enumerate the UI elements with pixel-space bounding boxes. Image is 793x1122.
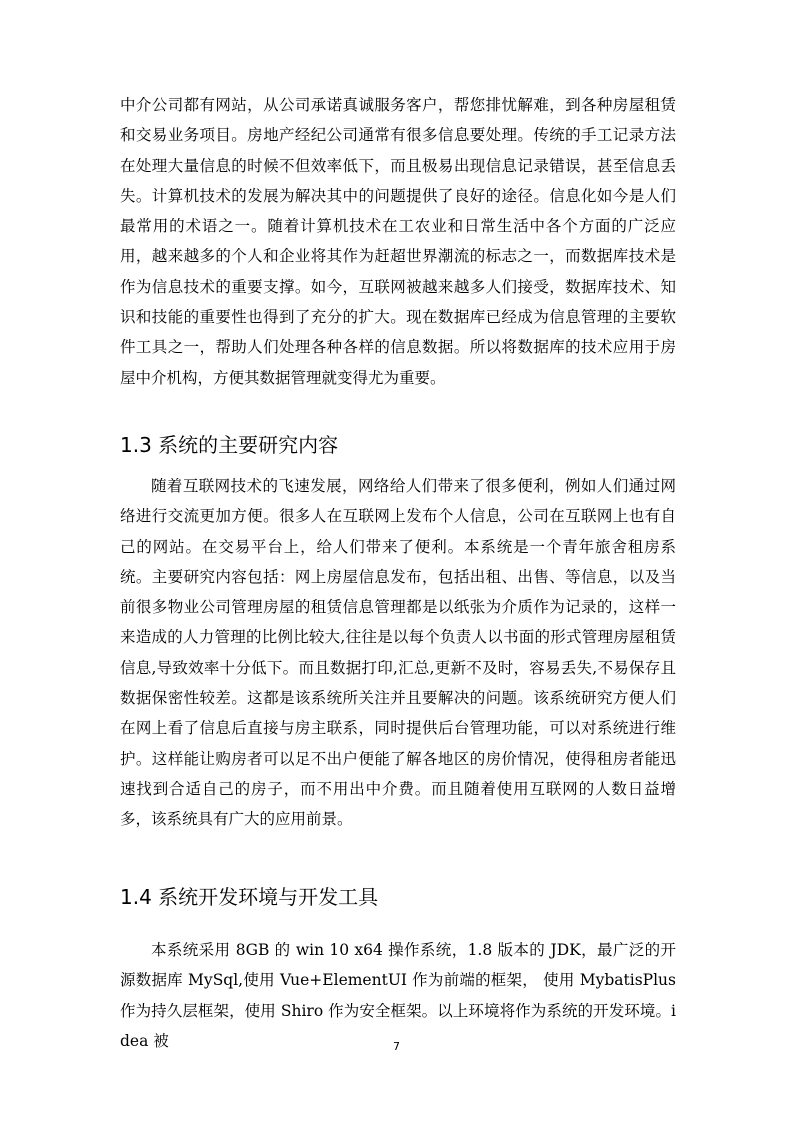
section-heading-1-3: 1.3 系统的主要研究内容	[120, 433, 339, 457]
body-paragraph-intro: 中介公司都有网站，从公司承诺真诚服务客户，帮您排忧解难，到各种房屋租赁和交易业务项目。房地产经纪公司通常有很多信息要处理。传统的手工记录方法在处理大量信息的时候不但效率低下，而且极易出现信息记录错误，甚至信息丢失。计算机技术的发展为解决其中的问题提供了良好的途径。信息化如今是人们最常用的术语之一。随着计算机技术在工农业和日常生活中各个方面的广泛应用，越来越多的个人和企业将其作为赶超世界潮流的标志之一，而数据库技术是作为信息技术的重要支撑。如今，互联网被越来越多人们接受，数据库技术、知识和技能的重要性也得到了充分的扩大。现在数据库已经成为信息管理的主要软件工具之一，帮助人们处理各种各样的信息数据。所以将数据库的技术应用于房屋中介机构，方便其数据管理就变得尤为重要。	[120, 96, 676, 387]
page-number: 7	[393, 1040, 400, 1053]
section-heading-1-4: 1.4 系统开发环境与开发工具	[120, 885, 379, 909]
body-paragraph-environment: 本系统采用 8GB 的 win 10 x64 操作系统，1.8 版本的 JDK，最广泛的开源数据库 MySql,使用 Vue+ElementUI 作为前端的框架， 使用 MybatisPlus 作为持久层框架，使用 Shiro 作为安全框架。以上环境将作为系统的开发环境。idea 被	[120, 941, 676, 1050]
body-paragraph-research: 随着互联网技术的飞速发展，网络给人们带来了很多便利，例如人们通过网络进行交流更加方便。很多人在互联网上发布个人信息，公司在互联网上也有自己的网站。在交易平台上，给人们带来了便利。本系统是一个青年旅舍租房系统。主要研究内容包括：网上房屋信息发布，包括出租、出售、等信息，以及当前很多物业公司管理房屋的租赁信息管理都是以纸张为介质作为记录的，这样一来造成的人力管理的比例比较大,往往是以每个负责人以书面的形式管理房屋租赁信息,导致效率十分低下。而且数据打印,汇总,更新不及时，容易丢失,不易保存且数据保密性较差。这都是该系统所关注并且要解决的问题。该系统研究方便人们在网上看了信息后直接与房主联系，同时提供后台管理功能，可以对系统进行维护。这样能让购房者可以足不出户便能了解各地区的房价情况，使得租房者能迅速找到合适自己的房子，而不用出中介费。而且随着使用互联网的人数日益增多，该系统具有广大的应用前景。	[120, 477, 676, 829]
